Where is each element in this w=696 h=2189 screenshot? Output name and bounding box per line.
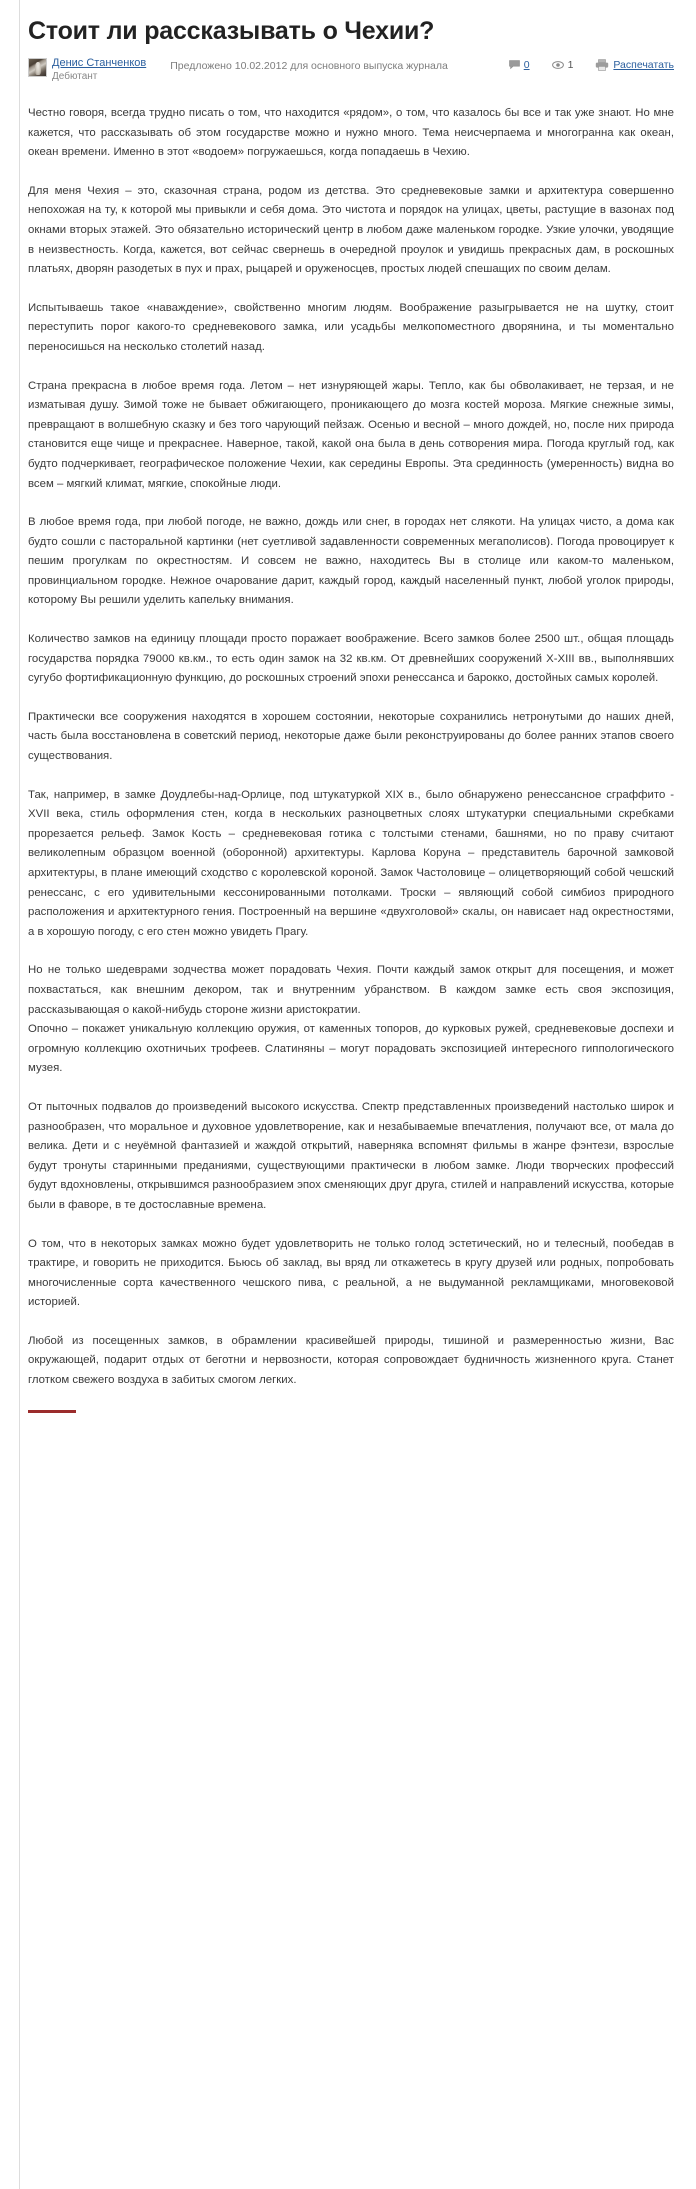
avatar [28, 58, 47, 77]
paragraph: От пыточных подвалов до произведений высокого искусства. Спектр представленных произведений настолько широк и разнообразен, что моральное и духовное удовлетворение, как и незабываемые впечатления, получают все, от мала до велика. Дети и с неуёмной фантазией и жаждой открытий, наверняка вспомнят фильмы в жанре фэнтези, взрослые будут тронуты старинными преданиями, существующими практически в любом замке. Люди творческих профессий будут вдохновлены, открывшимся разнообразием эпох сменяющих друг друга, стилей и направлений искусства, которые были в фаворе, в те достославные времена. [28, 1100, 674, 1211]
paragraph: О том, что в некоторых замках можно будет удовлетворить не только голод эстетический, но и телесный, пообедав в трактире, и говорить не приходится. Бьюсь об заклад, вы вряд ли откажетесь в кругу друзей или родных, попробовать многочисленные сорта качественного чешского пива, с реальной, а не выдуманной рекламщиками, многовековой историей. [28, 1237, 674, 1309]
eye-icon [552, 60, 564, 70]
author-block[interactable] [28, 57, 146, 83]
paragraph: Практически все сооружения находятся в хорошем состоянии, некоторые сохранились нетронутыми до наших дней, часть была восстановлена в советский период, некоторые даже были реконструированы до более ранних этапов своего существования. [28, 710, 674, 763]
paragraph: Испытываешь такое «наваждение», свойственно многим людям. Воображение разыгрывается не на шутку, стоит переступить порог какого-то средневекового замка, или усадьбы мелкопоместного дворянина, и ты моментально переносишься на несколько столетий назад. [28, 301, 674, 353]
paragraph: Опочно – покажет уникальную коллекцию оружия, от каменных топоров, до курковых ружей, средневековые доспехи и огромную коллекцию охотничьих трофеев. Слатиняны – могут порадовать экспозицией интересного гиппологического музея. [28, 1023, 674, 1075]
page-title: Стоит ли рассказывать о Чехии? [28, 17, 435, 45]
paragraph: Страна прекрасна в любое время года. Летом – нет изнуряющей жары. Тепло, как бы обволакивает, не терзая, и не изматывая душу. Зимой тоже не бывает обжигающего, проникающего до мозга костей мороза. Мягкие снежные зимы, превращают в волшебную сказку и без того чарующий пейзаж. Осенью и весной – много дождей, но, после них природа становится еще чище и прекраснее. Наверное, такой, какой она была в день сотворения мира. Погода круглый год, как будто подчеркивает, географическое положение Чехии, как середины Европы. Эта срединность (умеренность) видна во всем – мягкий климат, мягкие, спокойные люди. [28, 379, 674, 490]
paragraph: Честно говоря, всегда трудно писать о том, что находится «рядом», о том, что казалось бы все и так уже знают. Но мне кажется, что рассказывать об этом государстве можно и нужно много. Тема неисчерпаема и многогранна как океан, океан времени. Именно в этот «водоем» погружаешься, когда попадаешь в Чехию. [28, 107, 674, 159]
comments-count[interactable]: 0 [523, 59, 530, 71]
paragraph: Количество замков на единицу площади просто поражает воображение. Всего замков более 2500 шт., общая площадь государства порядка 79000 кв.км., то есть один замок на 32 кв.км. От древнейших сооружений X-XIII вв., выполнявших сугубо фортификационную функцию, до роскошных строений эпохи ренессанса и барокко, достойных самых королей. [28, 633, 674, 685]
comments-stat[interactable] [509, 59, 530, 71]
bottom-spacer [28, 1413, 674, 1439]
paragraph: Для меня Чехия – это, сказочная страна, родом из детства. Это средневековые замки и архитектура совершенно непохожая на ту, к которой мы привыкли и себя дома. Это чистота и порядок на улицах, цветы, растущие в вазонах под окнами вторых этажей. Это обязательно исторический центр в любом даже маленьком городке. Узкие улочки, уводящие в неизвестность. Когда, кажется, вот сейчас свернешь в очередной проулок и увидишь прекрасных дам, в роскошных платьях, дворян разодетых в пух и прах, рыцарей и оруженосцев, простых людей спешащих по своим делам. [28, 184, 674, 276]
comment-bubble-icon [509, 60, 520, 70]
byline [28, 57, 674, 83]
author-name-link[interactable]: Денис Станченков [52, 57, 147, 69]
print-link[interactable]: Распечатать [613, 59, 674, 71]
author-rank-label: Дебютант [52, 71, 98, 82]
paragraph: В любое время года, при любой погоде, не важно, дождь или снег, в городах нет слякоти. На улицах чисто, а дома как будто сошли с пасторальной картинки (нет суетливой задавленности современных мегаполисов). Погода провоцирует к пешим прогулкам по окрестностям. И совсем не важно, находитесь Вы в столице или каком-то маленьком, провинциальном городке. Нежное очарование дарит, каждый город, каждый населенный пункт, любой уголок природы, которому Вы решили уделить капельку внимания. [28, 516, 674, 607]
byline-stats [487, 59, 674, 71]
publication-meta: Предложено 10.02.2012 для основного выпуска журнала [170, 60, 448, 72]
printer-icon [595, 59, 609, 71]
views-count: 1 [567, 59, 574, 71]
paragraph: Любой из посещенных замков, в обрамлении красивейшей природы, тишиной и размеренностью жизни, Вас окружающей, подарит отдых от беготни и нервозности, которая сопровождает будничность жизненного круга. Станет глотком свежего воздуха в забитых смогом легких. [28, 1334, 674, 1387]
print-stat[interactable] [595, 59, 674, 71]
paragraph: Но не только шедеврами зодчества может порадовать Чехия. Почти каждый замок открыт для посещения, и может похвастаться, как внешним декором, так и внутренним убранством. В каждом замке есть своя экспозиция, рассказывающая о какой-нибудь стороне жизни аристократии. [28, 964, 674, 1016]
paragraph: Так, например, в замке Доудлебы-над-Орлице, под штукатуркой XIX в., было обнаружено ренессансное сграффито - XVII века, стиль оформления стен, когда в нескольких разноцветных слоях штукатурки специальными скребками прорезается рельеф. Замок Кость – средневековая готика с толстыми стенами, башнями, но по праву считают великолепным образцом военной (оборонной) архитектуры. Карлова Коруна – представитель барочной замковой архитектуры, в плане имеющий сходство с королевской короной. Замок Частоловице – олицетворяющий собой чешский ренессанс, с его удивительными кессонированными потолками. Троски – являющий собой симбиоз природного расположения и архитектурного гения. Построенный на вершине «двухголовой» скалы, он нависает над окрестностями, а в хорошую погоду, с его стен можно увидеть Прагу. [28, 788, 674, 938]
author-names [52, 57, 146, 83]
views-stat [552, 59, 574, 71]
article-body [28, 104, 674, 1391]
